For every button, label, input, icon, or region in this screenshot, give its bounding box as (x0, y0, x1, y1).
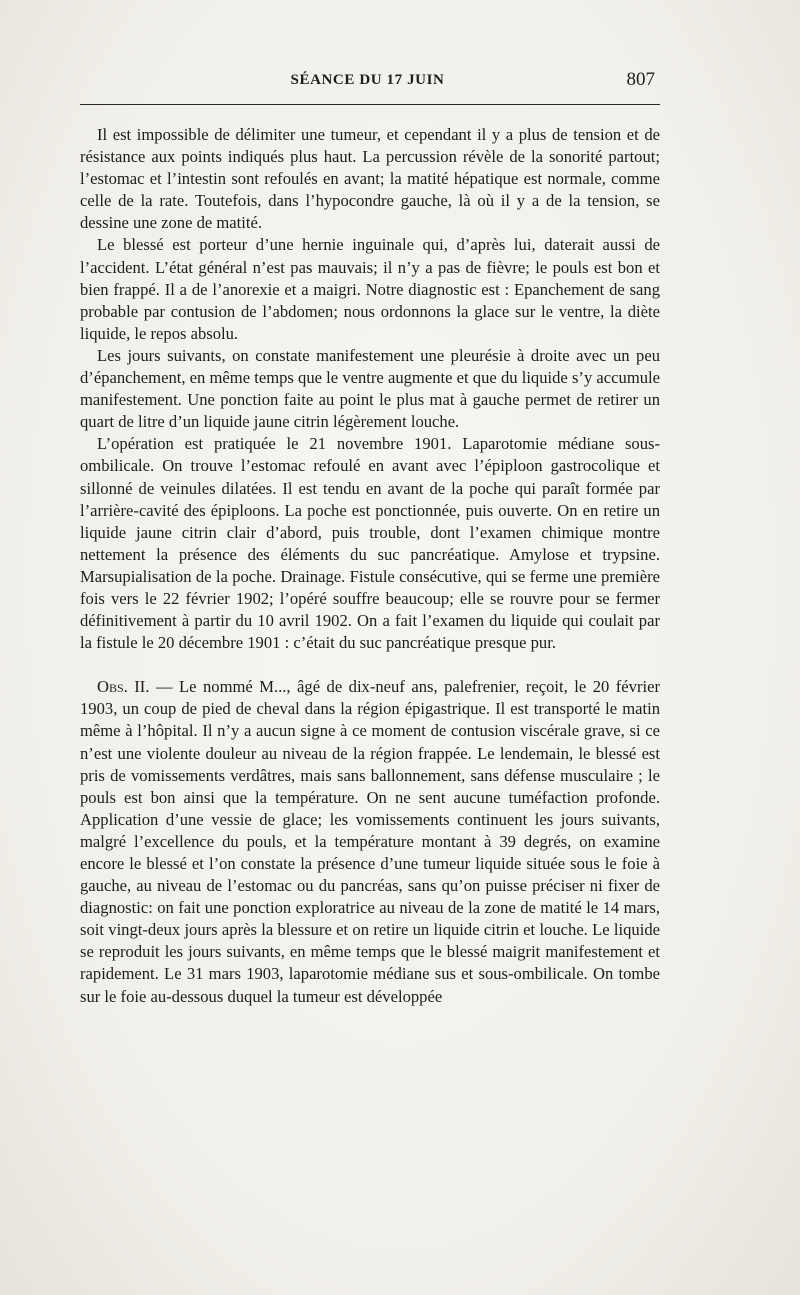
header-rule (80, 104, 660, 105)
observation-label: Obs. II. (97, 677, 150, 697)
paragraph-4: L’opération est pratiquée le 21 novembre 1901. Laparotomie médiane sous-ombilicale. On trouve l’estomac refoulé en avant avec l’épiploon gastrocolique et sillonné de veinules dilatées. Il est tendu en avant de la poche qui paraît formée par l’arrière-cavité des épiploons. La poche est ponctionnée, puis ouverte. On en retire un liquide jaune citrin clair d’abord, puis trouble, dont l’examen chimique montre nettement la présence des éléments du suc pancréatique. Amylose et trypsine. Marsupialisation de la poche. Drainage. Fistule consécutive, qui se ferme une première fois vers le 22 février 1902; l’opéré souffre beaucoup; elle se rouvre pour se fermer définitivement à partir du 10 avril 1902. On a fait l’examen du liquide qui coulait par la fistule le 20 décembre 1901 : c’était du suc pancréatique presque pur. (80, 434, 660, 653)
observation-paragraph (80, 676, 660, 1007)
paragraph-3: Les jours suivants, on constate manifestement une pleurésie à droite avec un peu d’épanchement, en même temps que le ventre augmente et que du liquide s’y accumule manifestement. Une ponction faite au point le plus mat à gauche permet de retirer un quart de litre d’un liquide jaune citrin légèrement louche. (80, 345, 660, 432)
body-text (80, 124, 660, 1008)
running-head: SÉANCE DU 17 JUIN (290, 72, 445, 88)
paragraph-2: Le blessé est porteur d’une hernie inguinale qui, d’après lui, daterait aussi de l’accident. L’état général n’est pas mauvais; il n’y a pas de fièvre; le pouls est bon et bien frappé. Il a de l’anorexie et a maigri. Notre diagnostic est : Epanchement de sang probable par contusion de l’abdomen; nous ordonnons la glace sur le ventre, la diète liquide, le repos absolu. (80, 235, 660, 343)
page-number: 807 (626, 69, 655, 90)
page-header (80, 69, 655, 100)
paragraph-1: Il est impossible de délimiter une tumeur, et cependant il y a plus de tension et de résistance aux points indiqués plus haut. La percussion révèle de la sonorité partout; l’estomac et l’intestin sont refoulés en avant; la matité hépatique est normale, comme celle de la rate. Toutefois, dans l’hypocondre gauche, là où il y a de la tension, se dessine une zone de matité. (80, 125, 660, 233)
observation-text: — Le nommé M..., âgé de dix-neuf ans, palefrenier, reçoit, le 20 février 1903, un coup de pied de cheval dans la région épigastrique. Il est transporté le matin même à l’hôpital. Il n’y a aucun signe à ce moment de contusion viscérale grave, si ce n’est une violente douleur au niveau de la région frappée. Le lendemain, le blessé est pris de vomissements verdâtres, mais sans ballonnement, sans défense musculaire ; le pouls est bon ainsi que la température. On ne sent aucune tuméfaction profonde. Application d’une vessie de glace; les vomissements continuent les jours suivants, malgré l’excellence du pouls, et la température montant à 39 degrés, on examine encore le blessé et l’on constate la présence d’une tumeur liquide située sous le foie à gauche, au niveau de l’estomac ou du pancréas, sans qu’on puisse préciser ni fixer de diagnostic: on fait une ponction exploratrice au niveau de la zone de matité le 14 mars, soit vingt-deux jours après la blessure et on retire un liquide citrin et louche. Le liquide se reproduit les jours suivants, en même temps que le blessé maigrit manifestement et rapidement. Le 31 mars 1903, laparotomie médiane sus et sous-ombilicale. On tombe sur le foie au-dessous duquel la tumeur est développée (80, 677, 660, 1006)
